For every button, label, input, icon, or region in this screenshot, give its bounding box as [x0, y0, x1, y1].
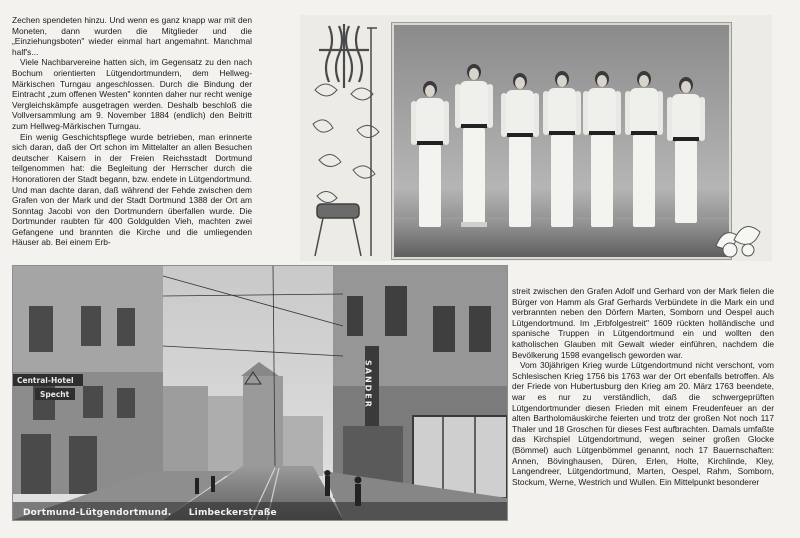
paragraph: Zechen spendeten hinzu. Und wenn es ganz knapp war mit den Moneten, dann wurden die Mitglieder und die „Einziehungsboten" wieder einmal hart angemahnt. Manchmal half's...	[12, 15, 252, 57]
text-column-bottom-right	[512, 286, 774, 526]
paragraph: Viele Nachbarvereine hatten sich, im Gegensatz zu den nach Bochum orientierten Lütgendortmundern, dem Hellweg-Märkischen Turngau angeschlossen. Durch die Bindung der Eintracht „zum offenen Westen" konnten daher nur recht wenige Vergleichskämpfe ausgetragen werden. Deshalb beschloß die Vollversammlung am 9. November 1884 (endlich) den Beitritt zum Hellweg-Märkischen Turngau.	[12, 57, 252, 131]
gymnast-figure	[624, 71, 664, 231]
caption-place: Dortmund-Lütgendortmund.	[23, 508, 172, 518]
flower-ornament	[710, 210, 766, 260]
gymnast-figure	[666, 77, 706, 227]
street-scene	[13, 266, 507, 520]
paragraph: Vom 30jährigen Krieg wurde Lütgendortmund nicht verschont, vom Schlesischen Krieg 1756 bis 1763 war der Ort ebenfalls betroffen. Als der Friede von Hubertusburg den Krieg am 20. März 1763 beendete, war es nur zu verständlich, daß die schwergeprüften Lütgendortmunder diesen Frieden mit einem Freudenfeuer an der alten Bartholomäuskirche feierten und trotz der großen Not noch 117 Thaler und 18 Groschen für dieses Fest aufbrachten. Damals umfaßte das Kirchspiel Lütgendortmund, wegen seiner großen Glocke (Bömmel) auch Lütgenbömmel genannt, noch 17 Bauernschaften: Annen, Bövinghausen, Düren, Erlen, Holte, Kirchlinde, Kley, Langendreer, Lütgendortmund, Marten, Oespel, Rahm, Somborn, Stockum, Werne, Westrich und Wullen. Ein Mittelpunkt besonderer	[512, 360, 774, 487]
gymnast-figure	[454, 64, 494, 229]
paragraph: Ein wenig Geschichtspflege wurde betrieben, man erinnerte sich daran, daß der Ort schon im Mittelalter an allen Besuchen deutscher Kaisern in der Freien Reichsstadt Dortmund teilgenommen hat: die Begleitung der Herrscher durch die Honoratioren der Stadt begann, bzw. endete in Lütgendortmund. Und man dachte daran, daß während der Fehde zwischen dem Grafen von der Mark und der Stadt Dortmund 1388 der Ort am Sonntag Jacobi von den Dortmundern überfallen wurde. Die Dortmunder raubten für 400 Goldgulden Vieh, machten zwei Gefangene und brannten die Kirche und die umliegenden Häuser ab. Bei einem Erb-	[12, 131, 252, 248]
hotel-sign: Central-Hotel	[17, 376, 74, 385]
hotel-name-sign: Specht	[40, 390, 70, 399]
gymnast-figure	[410, 81, 450, 231]
gymnastics-ornament	[305, 20, 389, 258]
photo-caption	[23, 508, 291, 518]
street-photo	[12, 265, 508, 521]
gymnast-figure	[542, 71, 582, 231]
gymnast-figure	[582, 71, 622, 231]
text-column-top	[12, 15, 252, 255]
caption-street: Limbeckerstraße	[188, 508, 277, 518]
paragraph: streit zwischen den Grafen Adolf und Gerhard von der Mark fielen die Bürger von Hamm als Graf Gerhards Verbündete in die Mark ein und verbrannten neben den Dörfern Marten, Somborn und Oespel auch Lütgendortmund. Im „Erbfolgestreit" 1609 rückten holländische und spanische Truppen in Lütgendortmund ein und wollten den katholischen Glauben mit Gewalt wieder einführen, nachdem die Bevölkerung 1598 evangelisch geworden war.	[512, 286, 774, 360]
gymnast-figure	[500, 73, 540, 231]
vertical-shop-sign: SANDER	[363, 360, 373, 409]
gymnasts-photo-frame	[392, 23, 731, 259]
